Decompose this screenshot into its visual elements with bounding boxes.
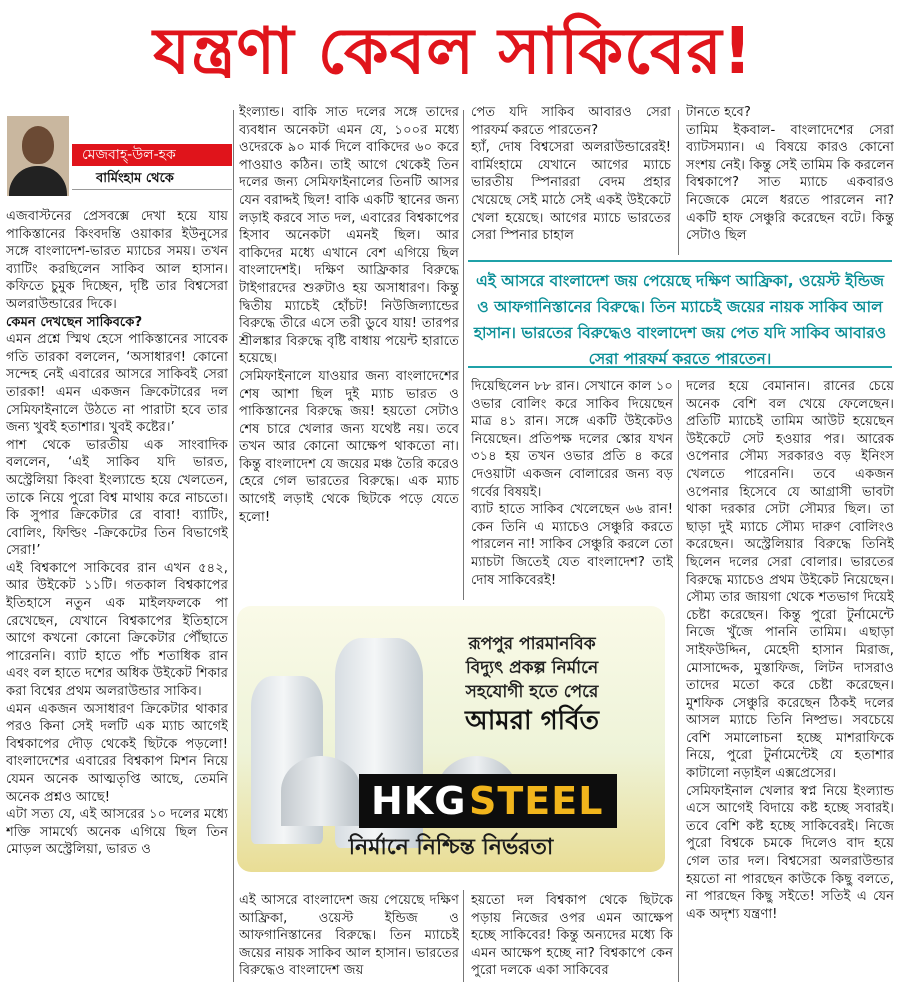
paragraph: ইংল্যান্ড। বাকি সাত দলের সঙ্গে তাদের ব্যবধান অনেকটা এমন যে, ১০০র মধ্যে ওদেরকে ৯০ মার্ক দিলে বাকিদের ৬০ করে পাওয়াও কঠিন। তাই আগে থেকেই তিন দলের জন্য সেমিফাইনালের তিনটি আসর যেন বরাদ্দই ছিল! বাকি একটি স্থানের জন্য লড়াই করবে সাত দল, এবারের বিশ্বকাপের হিসাব অনেকটা এমনই ছিল। আর বাকিদের মধ্যে এখানে বেশ এগিয়ে ছিল বাংলাদেশই। দক্ষিণ আফ্রিকার বিরুদ্ধে টাইগারদের শুরুটাও হয় অসাধারণ। কিন্তু দ্বিতীয় ম্যাচেই হোঁচট! নিউজিল্যান্ডের বিরুদ্ধে তীরে এসে তরী ডুবে যায়! তারপর শ্রীলঙ্কার বিরুদ্ধে বৃষ্টি বাধায় পয়েন্ট হারাতে হয়েছে।: [239, 105, 459, 367]
paragraph: এজবাস্টনের প্রেসবক্সে দেখা হয়ে যায় পাকিস্তানের কিংবদন্তি ওয়াকার ইউনুসের সঙ্গে বাংলাদেশ-ভারত ম্যাচের সময়। তখন ব্যাটিং করছিলেন সাকিব আল হাসান। কফিতে চুমুক দিচ্ছেন, দৃষ্টি তার বিশ্বসেরা অলরাউন্ডারের দিকে।: [6, 209, 228, 312]
pull-quote: এই আসরে বাংলাদেশ জয় পেয়েছে দক্ষিণ আফ্রিকা, ওয়েস্ট ইন্ডিজ ও আফগানিস্তানের বিরুদ্ধে। তিন ম্যাচেই জয়ের নায়ক সাকিব আল হাসান। ভারতের বিরুদ্ধেও বাংলাদেশ জয় পেত যদি সাকিব আবারও সেরা পারফর্ম করতে পারতেন।: [468, 260, 892, 368]
headline: যন্ত্রণা কেবল সাকিবের!: [153, 15, 753, 89]
paragraph: এই বিশ্বকাপে সাকিবের রান এখন ৫৪২, আর উইকেট ১১টি। গতকাল বিশ্বকাপের ইতিহাসে নতুন এক মাইলফলকে পা রেখেছেন, যেখানে বিশ্বকাপের ইতিহাসে আগে কখনো কোনো ক্রিকেটার পৌঁছাতে পারেননি। ব্যাট হাতে পাঁচ শতাধিক রান এবং বল হাতে দশের অধিক উইকেট শিকার করা বিশ্বের প্রথম অলরাউন্ডার সাকিব।: [6, 560, 228, 700]
ad-text-line: সহযোগী হতে পেরে: [465, 682, 599, 702]
subheading: কেমন দেখছেন সাকিবকে?: [6, 314, 143, 330]
author-photo-body: [9, 166, 67, 196]
column-3-top: [471, 104, 671, 254]
paragraph: সেমিফাইনালে যাওয়ার জন্য বাংলাদেশের শেষ আশা ছিল দুই ম্যাচ ভারত ও পাকিস্তানের বিরুদ্ধে জয়! হয়তো সেটাও শেষ চারে খেলার জন্য যথেষ্ট নয়। তবে তখন আর কোনো আক্ষেপ থাকতো না। কিন্তু বাংলাদেশ যে জয়ের মঞ্চ তৈরি করেও হেরে গেল ভারতের বিরুদ্ধে। এক ম্যাচ আগেই লড়াই থেকে ছিটকে পড়ে যেতে হলো!: [239, 368, 459, 525]
column-rule: [233, 110, 234, 982]
paragraph: এই আসরে বাংলাদেশ জয় পেয়েছে দক্ষিণ আফ্রিকা, ওয়েস্ট ইন্ডিজ ও আফগানিস্তানের বিরুদ্ধে। তিন ম্যাচেই জয়ের নায়ক সাকিব আল হাসান। ভারতের বিরুদ্ধেও বাংলাদেশ জয়: [239, 893, 459, 979]
paragraph: এটা সত্য যে, এই আসরের ১০ দলের মধ্যে শক্তি সামর্থ্যে অনেক এগিয়ে ছিল তিন মোড়ল অস্ট্রেলিয়া, ভারত ও: [6, 807, 228, 858]
paragraph: তামিম ইকবাল- বাংলাদেশের সেরা ব্যাটসম্যান। এ বিষয়ে কারও কোনো সংশয় নেই। কিন্তু সেই তামিম কি করলেন বিশ্বকাপে? সাত ম্যাচে একবারও নিজেকে মেলে ধরতে পারলেন না? একটি হাফ সেঞ্চুরি করেছেন বটে। কিন্তু সেটাও ছিল: [686, 122, 894, 244]
ad-headline: আমরা গর্বিত: [464, 706, 600, 736]
column-4-middle: [686, 378, 894, 984]
paragraph: এমন প্রশ্নে স্মিথ হেসে পাকিস্তানের সাবেক গতি তারকা বললেন, ‘অসাধারণ! কোনো সন্দেহ নেই এবারের আসরে সাকিবই সেরা তারকা! এমন একজন ক্রিকেটারের দল সেমিফাইনালে উঠতে না পারাটা হবে তার জন্য খুবই হতাশার। খুবই কষ্টের।’: [6, 332, 228, 436]
column-2-top: [239, 104, 459, 598]
paragraph: পাশ থেকে ভারতীয় এক সাংবাদিক বললেন, ‘এই সাকিব যদি ভারত, অস্ট্রেলিয়া কিংবা ইংল্যান্ডে হয়ে খেলতেন, তাকে নিয়ে পুরো বিশ্ব মাথায় করে নাচতো। কি সুপার ক্রিকেটার রে বাবা! ব্যাটিং, বোলিং, ফিল্ডিং -ক্রিকেটের তিন বিভাগেই সেরা!’: [6, 437, 228, 559]
column-rule: [678, 380, 679, 982]
advertisement[interactable]: [237, 606, 665, 872]
author-photo-head: [22, 126, 54, 164]
column-4-top: [686, 104, 894, 254]
column-rule: [678, 110, 679, 255]
reactor-dome-image: [281, 756, 361, 826]
column-1: [6, 208, 228, 984]
column-rule: [463, 890, 464, 982]
paragraph: হয়তো দল বিশ্বকাপ থেকে ছিটকে পড়ায় নিজের ওপর এমন আক্ষেপ হচ্ছে সাকিবের! কিন্তু অন্যদের মধ্যে কি এমন আক্ষেপ হচ্ছে না? বিশ্বকাপে কেন পুরো দলকে একা সাকিবের: [471, 893, 673, 979]
column-2-bottom: [239, 892, 459, 984]
paragraph: ব্যাট হাতে সাকিব খেলেছেন ৬৬ রান! কেন তিনি এ ম্যাচেও সেঞ্চুরি করতে পারলেন না! সাকিব সেঞ্চুরি করলে তো ম্যাচটা জিতেই যেত বাংলাদেশ? তাই দোষ সাকিবেরই!: [471, 502, 673, 588]
ad-text-line: বিদ্যুৎ প্রকল্প নির্মানে: [465, 658, 599, 678]
paragraph: এমন একজন অসাধারণ ক্রিকেটার থাকার পরও কিনা সেই দলটি এক ম্যাচ আগেই বিশ্বকাপের দৌড় থেকেই ছিটকে পড়লো! বাংলাদেশের এবারের বিশ্বকাপ মিশন নিয়ে যেমন অনেক আত্মতৃপ্তি আছে, তেমনি অনেক প্রশ্নও আছে!: [6, 701, 228, 805]
paragraph: দিয়েছিলেন ৮৮ রান। সেখানে কাল ১০ ওভার বোলিং করে সাকিব দিয়েছেন মাত্র ৪১ রান। সঙ্গে একটি উইকেটও নিয়েছেন। প্রতিপক্ষ দলের স্কোর যখন ৩১৪ হয় তখন ওভার প্রতি ৪ করে দেওয়াটা একজন বোলারের জন্য বড় গর্বের বিষয়ই।: [471, 379, 673, 500]
byline-name: মেজবাহ্-উল-হক: [72, 144, 232, 166]
paragraph: টানতে হবে?: [686, 105, 751, 120]
paragraph: সেমিফাইনাল খেলার স্বপ্ন নিয়ে ইংল্যান্ড এসে আগেই বিদায়ে কষ্ট হচ্ছে সবারই। তবে বেশি কষ্ট হচ্ছে সাকিবেরই। নিজে পুরো বিশ্বকে চমকে দিলেও বাদ হয়ে গেল তার দল। বিশ্বসেরা অলরাউন্ডার হয়তো না পারছেন কাউকে কিছু বলতে, না পারছেন কিছু সইতে! সতিই এ যেন এক অদৃশ্য যন্ত্রণা!: [686, 783, 894, 922]
author-photo: [7, 116, 69, 196]
paragraph: দলের হয়ে বেমানান। রানের চেয়ে অনেক বেশি বল খেয়ে ফেলেছেন। প্রতিটি ম্যাচেই তামিম আউট হয়েছেন উইকেটে সেট হওয়ার পর। আরেক ওপেনার সৌম্য সরকারও বড় ইনিংস খেলতে পারেননি। তবে একজন ওপেনার হিসেবে যে আগ্রাসী ভাবটা থাকা দরকার সেটা সৌম্যর ছিল। তা ছাড়া দুই ম্যাচে সৌম্য দারুণ বোলিংও করেছেন। অস্ট্রেলিয়ার বিরুদ্ধে তিনিই ছিলেন দলের সেরা বোলার। ভারতের বিরুদ্ধে ম্যাচেও প্রথম উইকেট নিয়েছেন। সৌম্য তার জায়গা থেকে শতভাগ দিয়েই চেষ্টা করেছেন। কিন্তু পুরো টুর্নামেন্টে নিজে খুঁজে পাননি তামিম। এছাড়া সাইফউদ্দিন, মেহেদী হাসান মিরাজ, মোসাদ্দেক, মুস্তাফিজ, লিটন দাসরাও তাদের মতো করে চেষ্টা করেছেন। মুশফিক সেঞ্চুরি করেছেন ঠিকই দলের আসল ম্যাচে তিনি নিষ্প্রভ। সবচেয়ে বেশি সমালোচনা হচ্ছে মাশরাফিকে নিয়ে, পুরো টুর্নামেন্টেই যে হতাশার কাটালো নড়াইল এক্সপ্রেসের।: [686, 379, 894, 782]
column-rule: [463, 110, 464, 600]
ad-text-line: রূপপুর পারমানবিক: [468, 634, 596, 654]
ad-tagline: নির্মানে নিশ্চিন্ত নির্ভরতা: [348, 835, 554, 860]
brand-logo-part: STEEL: [469, 779, 604, 823]
paragraph: পেত যদি সাকিব আবারও সেরা পারফর্ম করতে পারতেন?: [471, 105, 671, 138]
column-3-middle: [471, 378, 673, 600]
column-3-bottom: [471, 892, 673, 984]
paragraph: হ্যাঁ, দোষ বিশ্বসেরা অলরাউন্ডারেরই! বার্মিংহামে যেখানে আগের ম্যাচে ভারতীয় স্পিনাররা বেদম প্রহার খেয়েছে সেই মাঠে সেই একই উইকেটে খেলা হয়েছে। আগের ম্যাচে ভারতের সেরা স্পিনার চাহাল: [471, 140, 671, 244]
brand-logo: [359, 774, 617, 828]
byline-place: বার্মিংহাম থেকে: [72, 168, 232, 190]
brand-logo-part: HKG: [371, 779, 467, 823]
